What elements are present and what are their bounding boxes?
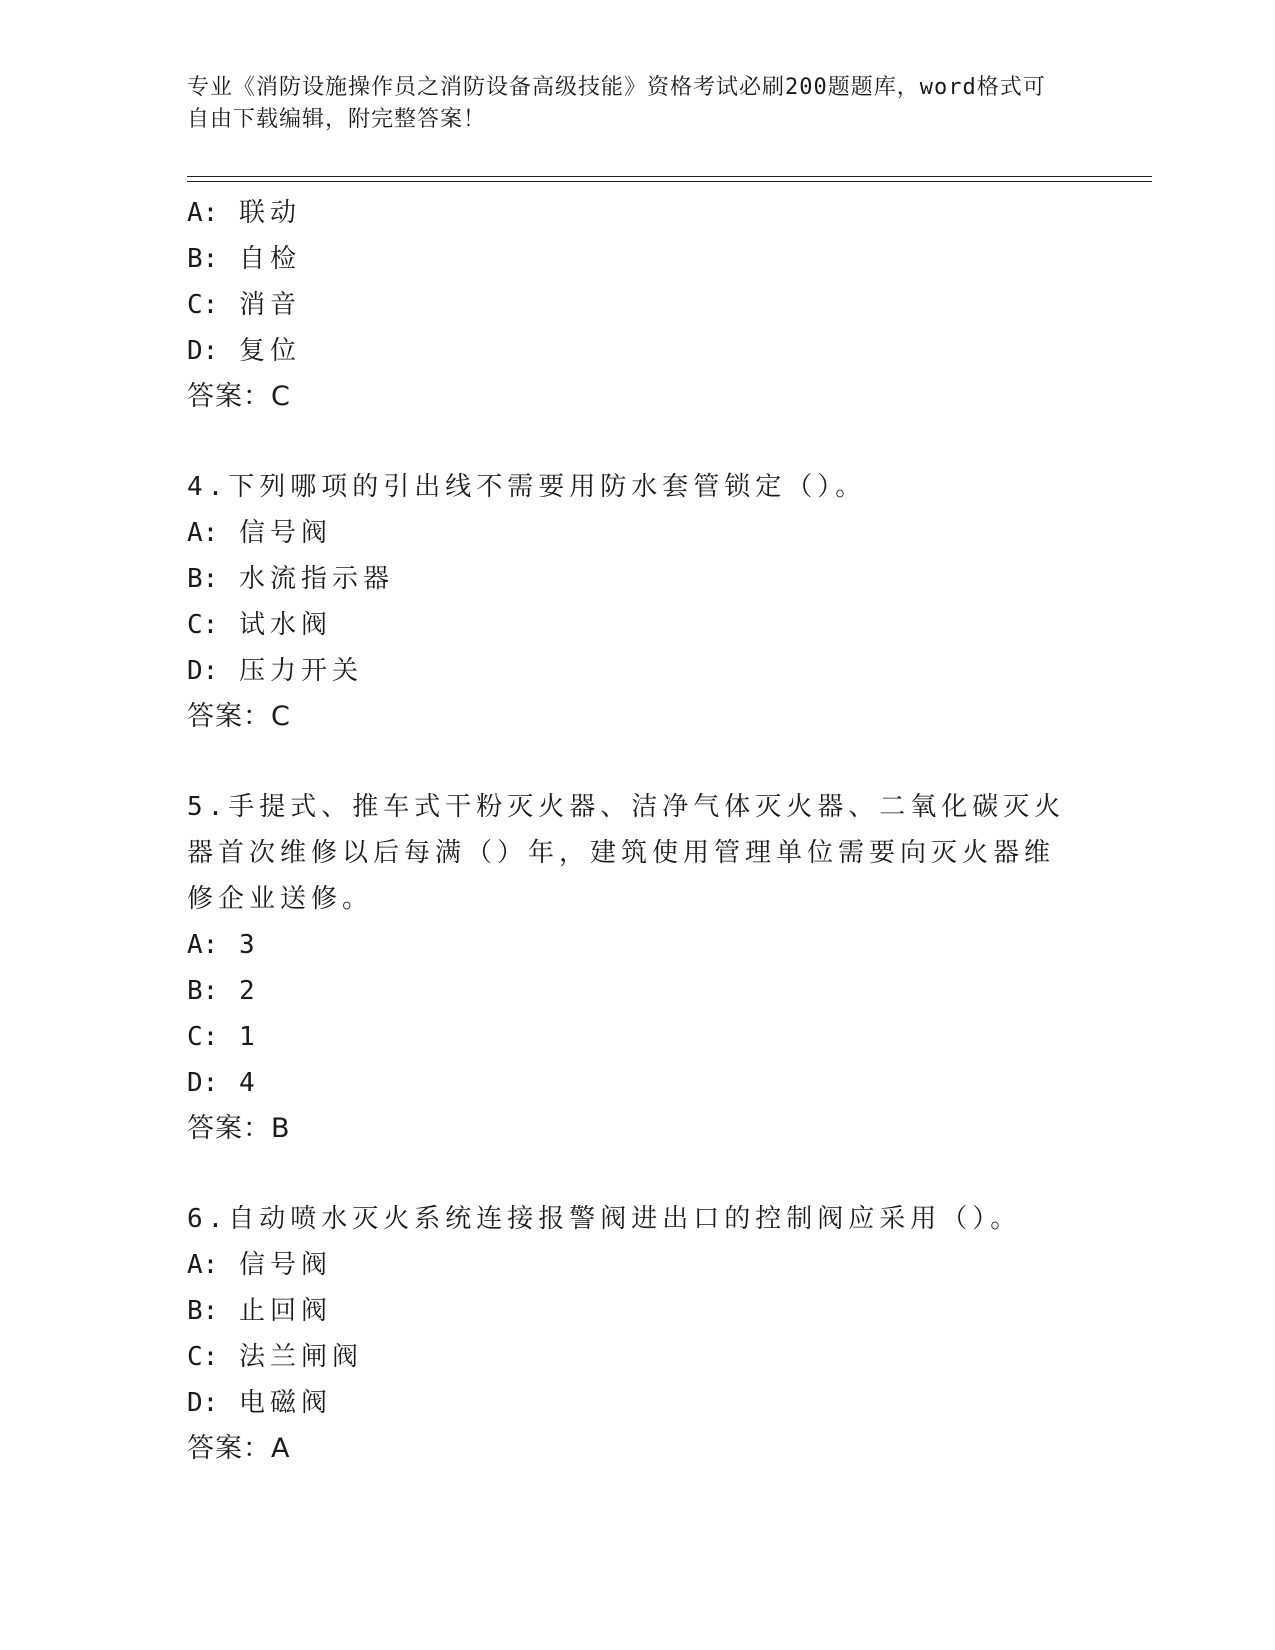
question-text: 5.手提式、推车式干粉灭火器、洁净气体灭火器、二氧化碳灭火器首次维修以后每满（）年，建筑使用管理单位需要向灭火器维修企业送修。: [187, 792, 1066, 914]
answer: 答案：A: [187, 1433, 291, 1464]
question-text: 6.自动喷水灭火系统连接报警阀进出口的控制阀应采用（）。: [187, 1204, 1022, 1234]
option-c: C: 试水阀: [187, 610, 332, 640]
document-header: 专业《消防设施操作员之消防设备高级技能》资格考试必刷200题题库，word格式可自由下载编辑，附完整答案！: [187, 75, 1046, 132]
option-b: B: 水流指示器: [187, 564, 394, 594]
header-divider-top: [187, 176, 1152, 177]
question-text: 4.下列哪项的引出线不需要用防水套管锁定（）。: [187, 472, 867, 502]
option-b: B: 止回阀: [187, 1296, 332, 1326]
option-b: B: 2: [187, 976, 260, 1006]
question-block: [187, 1196, 1067, 1472]
option-c: C: 1: [187, 1022, 260, 1052]
question-block: [187, 190, 1067, 420]
option-a: A: 3: [187, 930, 260, 960]
option-d: D: 复位: [187, 336, 301, 366]
answer: 答案：B: [187, 1113, 291, 1144]
question-list: [187, 190, 1067, 1516]
option-c: C: 法兰闸阀: [187, 1342, 363, 1372]
answer: 答案：C: [187, 381, 291, 412]
option-a: A: 信号阀: [187, 1250, 332, 1280]
option-d: D: 压力开关: [187, 656, 363, 686]
option-d: D: 4: [187, 1068, 260, 1098]
header-divider-bottom: [187, 181, 1152, 182]
option-a: A: 信号阀: [187, 518, 332, 548]
option-c: C: 消音: [187, 290, 301, 320]
question-block: [187, 464, 1067, 740]
answer: 答案：C: [187, 701, 291, 732]
question-block: [187, 784, 1067, 1152]
option-d: D: 电磁阀: [187, 1388, 332, 1418]
option-a: A: 联动: [187, 198, 301, 228]
option-b: B: 自检: [187, 244, 301, 274]
